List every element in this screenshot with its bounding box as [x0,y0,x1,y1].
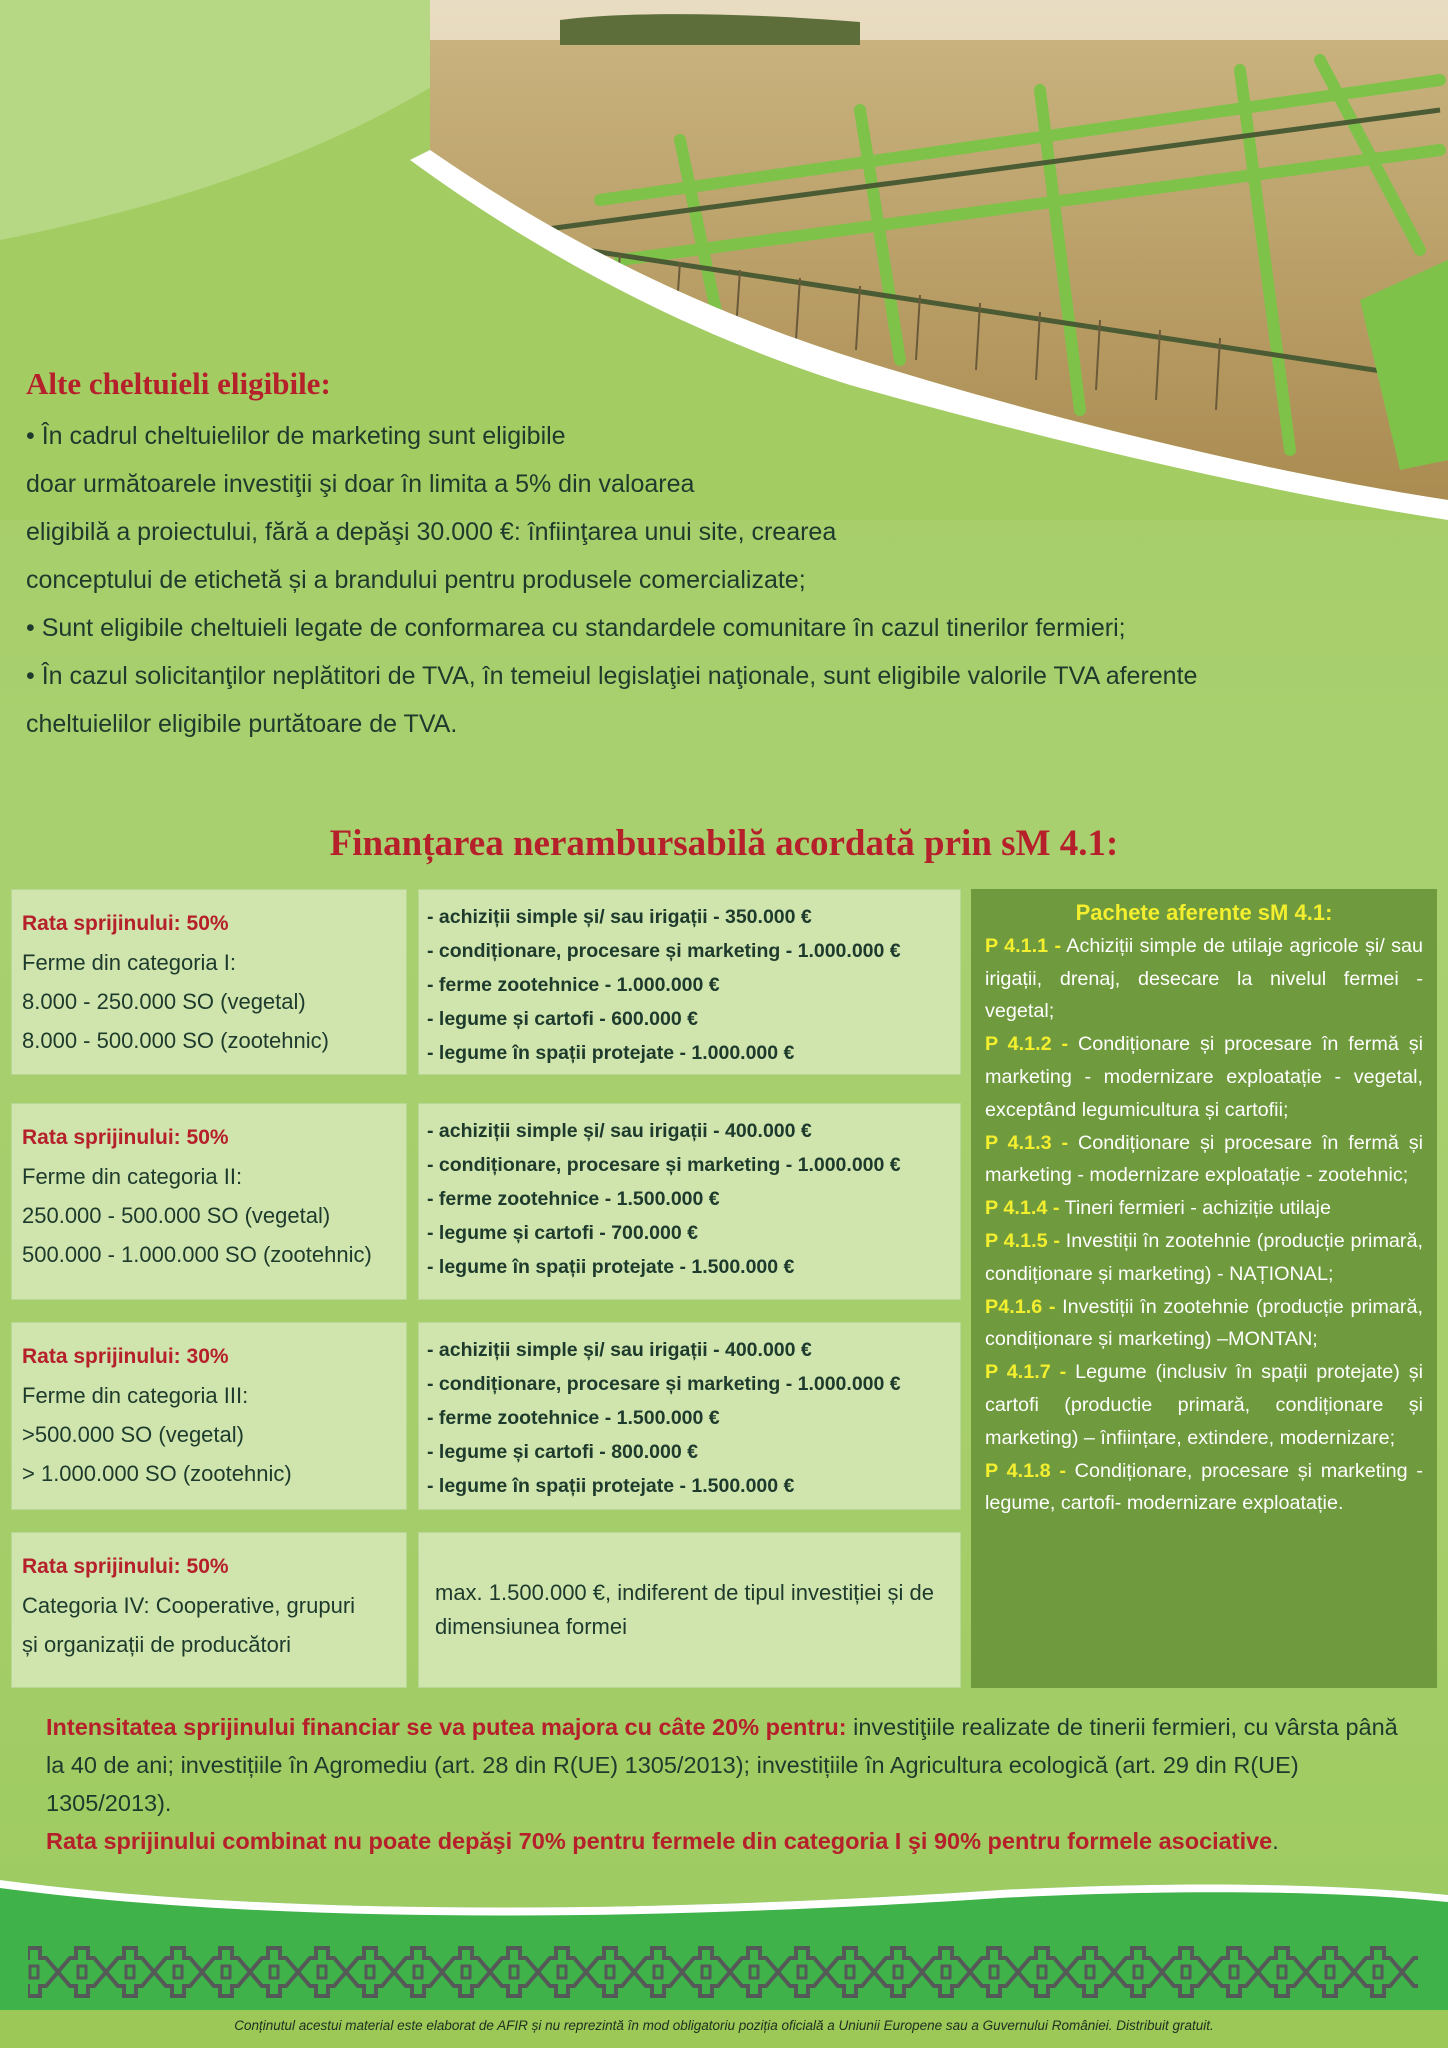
package-item [985,1356,1423,1454]
category-label: Ferme din categoria II: [22,1164,243,1189]
combined-rate-end: . [1272,1828,1279,1854]
package-code: P4.1.6 - [985,1295,1056,1318]
alte-line: cheltuielilor eligibile purtătoare de TVA. [26,710,458,738]
alte-line: conceptului de etichetă și a brandului pentru produsele comercializate; [26,566,806,594]
category-3-limits [418,1322,961,1510]
category-label: Ferme din categoria I: [22,950,236,975]
category-4-box [11,1532,407,1688]
package-code: P 4.1.4 - [985,1197,1060,1220]
package-code: P 4.1.3 - [985,1131,1069,1154]
limit-item: - legume și cartofi - 800.000 € [427,1441,698,1463]
limit-item: - condiționare, procesare și marketing - 1.000.000 € [427,1373,901,1395]
category-2-limits [418,1103,961,1300]
package-text: Tineri fermieri - achiziție utilaje [1059,1197,1331,1220]
package-code: P 4.1.5 - [985,1229,1060,1252]
package-item [985,1127,1423,1193]
combined-rate-highlight: Rata sprijinului combinat nu poate depăşi 70% pentru fermele din categoria I şi 90% pentru formele asociative [46,1828,1273,1854]
category-2-box [11,1103,407,1300]
package-item [985,930,1423,1028]
limit-item: - legume și cartofi - 700.000 € [427,1222,698,1244]
package-text: Condiționare, procesare și marketing - legume, cartofi- modernizare exploatație. [985,1459,1423,1515]
intensity-highlight: Intensitatea sprijinului financiar se va putea majora cu câte 20% pentru: [46,1714,847,1740]
category-line: 8.000 - 500.000 SO (zootehnic) [22,1028,329,1053]
package-text: Investiții în zootehnie (producție primară, condiționare și marketing) - NAȚIONAL; [985,1229,1424,1285]
category-label: Categoria IV: Cooperative, grupuri [22,1593,356,1618]
combined-rate-paragraph [46,1822,1416,1860]
limit-item: - ferme zootehnice - 1.000.000 € [427,974,720,996]
category-1-limits [418,889,961,1075]
alte-line: eligibilă a proiectului, fără a depăşi 30.000 €: înfiinţarea unui site, crearea [26,518,837,546]
support-rate: Rata sprijinului: 50% [22,1555,229,1578]
financing-title: Finanțarea nerambursabilă acordată prin sM 4.1: [329,823,1119,864]
packages-title: Pachete aferente sM 4.1: [1075,900,1333,925]
package-text: Investiții în zootehnie (producție primară, condiționare și marketing) –MONTAN; [985,1295,1423,1351]
package-code: P 4.1.7 - [985,1361,1067,1384]
category-label: Ferme din categoria III: [22,1383,249,1408]
limit-item: - condiționare, procesare și marketing - 1.000.000 € [427,1154,901,1176]
intensity-paragraph [46,1708,1416,1822]
limit-text: max. 1.500.000 €, indiferent de tipul investiției și de dimensiunea formei [435,1580,934,1639]
category-line: >500.000 SO (vegetal) [22,1422,244,1447]
package-item [985,1028,1423,1126]
limit-item: - legume în spații protejate - 1.000.000 € [427,1042,795,1064]
package-text: Condiționare și procesare în fermă și marketing - modernizare exploatație - zootehnic; [985,1131,1423,1187]
limit-item: - legume și cartofi - 600.000 € [427,1008,698,1030]
alte-line: • Sunt eligibile cheltuieli legate de conformarea cu standardele comunitare în cazul tinerilor fermieri; [26,614,1126,642]
support-rate: Rata sprijinului: 30% [22,1345,229,1368]
alte-cheltuieli-title: Alte cheltuieli eligibile: [26,366,331,401]
disclaimer-footnote: Conținutul acestui material este elaborat de AFIR și nu reprezintă în mod obligatoriu poziția oficială a Uniunii Europene sau a Guvernului României. Distribuit gratuit. [234,2018,1214,2033]
alte-line: • În cazul solicitanţilor neplătitori de TVA, în temeiul legislaţiei naţionale, sunt eligibile valorile TVA aferente [26,662,1198,690]
package-text: Achiziții simple de utilaje agricole și/ sau irigații, drenaj, desecare la nivelul fermei - vegetal; [985,934,1423,1023]
category-line: 500.000 - 1.000.000 SO (zootehnic) [22,1242,372,1267]
alte-line: doar următoarele investiţii şi doar în limita a 5% din valoarea [26,470,695,498]
limit-item: - achiziții simple și/ sau irigații - 350.000 € [427,906,812,928]
package-item [985,1455,1423,1521]
limit-item: - achiziții simple și/ sau irigații - 400.000 € [427,1120,812,1142]
category-line: 250.000 - 500.000 SO (vegetal) [22,1203,331,1228]
limit-item: - legume în spații protejate - 1.500.000 € [427,1256,795,1278]
package-code: P 4.1.2 - [985,1033,1069,1056]
limit-item: - condiționare, procesare și marketing - 1.000.000 € [427,940,901,962]
limit-item: - legume în spații protejate - 1.500.000 € [427,1475,795,1497]
limit-item: - ferme zootehnice - 1.500.000 € [427,1188,720,1210]
category-line: > 1.000.000 SO (zootehnic) [22,1461,292,1486]
category-1-box [11,889,407,1075]
alte-line: • În cadrul cheltuielilor de marketing sunt eligibile [26,422,566,450]
category-line: 8.000 - 250.000 SO (vegetal) [22,989,306,1014]
support-rate: Rata sprijinului: 50% [22,1126,229,1149]
package-item [985,1225,1423,1291]
category-3-box [11,1322,407,1510]
limit-item: - achiziții simple și/ sau irigații - 400.000 € [427,1339,812,1361]
support-rate: Rata sprijinului: 50% [22,912,229,935]
intensity-text: investiţiile realizate de tinerii fermieri, cu vârsta până la 40 de ani; investițiile în Agromediu (art. 28 din R(UE) 1305/2013); investițiile în Agricultura ecologică (art. 29 din R(UE) 1305/2013). [46,1714,1398,1816]
package-code: P 4.1.1 - [985,934,1062,957]
alte-cheltuieli-body [26,412,1426,748]
package-text: Condiționare și procesare în fermă și marketing - modernizare exploatație - vegetal, exceptând legumicultura și cartofii; [985,1033,1423,1121]
package-text: Legume (inclusiv în spații protejate) și cartofi (productie primară, condiționare și marketing) – înființare, extindere, modernizare; [985,1361,1423,1449]
packages-box [971,889,1437,1688]
package-code: P 4.1.8 - [985,1459,1066,1482]
category-line: și organizații de producători [22,1632,292,1657]
package-item [985,1291,1423,1357]
category-4-limits [418,1532,961,1688]
limit-item: - ferme zootehnice - 1.500.000 € [427,1407,720,1429]
intensity-note [46,1708,1416,1860]
package-item [985,1192,1423,1225]
